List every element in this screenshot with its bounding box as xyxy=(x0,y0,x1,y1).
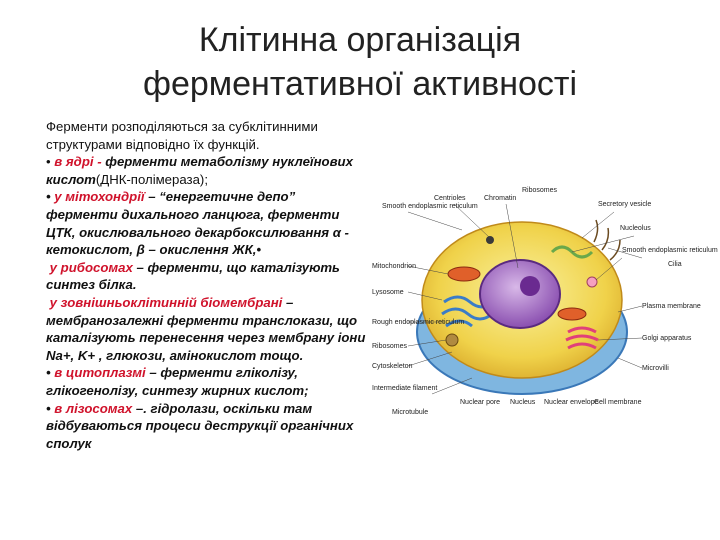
bullet: • xyxy=(46,154,55,170)
title-line-1: Клітинна організація xyxy=(198,21,522,59)
place-membrane: у зовнішньоклітинній біомембрані xyxy=(49,294,283,310)
secretory-vesicle xyxy=(587,277,597,287)
cell-diagram xyxy=(372,182,718,428)
diagram-label: Mitochondrion xyxy=(372,263,416,270)
place-mitochondria: у мітохондрії xyxy=(54,189,145,205)
diagram-label: Lysosome xyxy=(372,289,404,296)
diagram-label: Secretory vesicle xyxy=(598,201,652,208)
nucleus-rest: (ДНК-полімераза); xyxy=(95,171,208,187)
mitochondria-paragraph xyxy=(46,188,366,258)
slide-title xyxy=(0,18,720,106)
place-lysosomes: в лізосомах xyxy=(54,400,133,416)
diagram-label: Plasma membrane xyxy=(642,303,701,310)
nucleus xyxy=(480,260,560,328)
lysosome xyxy=(446,334,458,346)
ribosome-paragraph xyxy=(46,259,366,294)
diagram-label: Nuclear envelope xyxy=(544,399,599,406)
place-cytoplasm: в цитоплазмі xyxy=(54,365,146,381)
diagram-label: Ribosomes xyxy=(372,343,408,350)
membrane-paragraph xyxy=(46,294,366,364)
centriole xyxy=(486,236,494,244)
nucleus-paragraph xyxy=(46,153,366,188)
cytoplasm-paragraph xyxy=(46,364,366,399)
diagram-label: Cell membrane xyxy=(594,399,642,406)
diagram-label: Microtubule xyxy=(392,409,429,416)
mitochondria-text: – “енергетичне депо” ферменти дихального ланцюга, ферменти ЦТК, окислювального декарбоксилювання α - кетокислот, β – окислення ЖК,• xyxy=(46,189,349,258)
cytoplasm-text: – ферменти гліколізу, глікогенолізу, синтезу жирних кислот; xyxy=(46,365,309,398)
title-line-2: ферментативної активності xyxy=(142,65,577,103)
mitochondrion xyxy=(448,267,480,281)
diagram-label: Intermediate filament xyxy=(372,385,438,392)
bullet: • xyxy=(46,189,55,205)
mitochondrion xyxy=(558,308,586,320)
ribosome-text: – ферменти, що каталізують синтез білка. xyxy=(46,259,340,293)
diagram-label: Rough endoplasmic reticulum xyxy=(372,319,465,326)
bullet: • xyxy=(46,365,55,381)
place-nucleus: в ядрі xyxy=(54,154,94,170)
diagram-label: Centrioles xyxy=(434,195,466,202)
diagram-label: Golgi apparatus xyxy=(642,335,692,342)
bullet: • xyxy=(46,400,55,416)
intro-paragraph: Ферменти розподіляються за субклітинними структурами відповідно їх функцій. xyxy=(46,119,318,152)
diagram-label: Nucleus xyxy=(510,399,536,406)
diagram-label: Nuclear pore xyxy=(460,399,501,406)
dash: - xyxy=(93,154,106,170)
diagram-label: Cilia xyxy=(668,261,682,268)
slide-body xyxy=(46,118,366,452)
lysosome-text: –. гідролази, оскільки там відбуваються процеси деструкції органічних сполук xyxy=(46,400,354,451)
place-ribosomes: у рибосомах xyxy=(49,259,133,275)
membrane-text: – мембранозалежні ферменти транслокази, що каталізують перенесення через мембрану іони Na+, K+ , глюкози, амінокислот тощо. xyxy=(46,294,366,363)
diagram-label: Smooth endoplasmic reticulum xyxy=(382,203,478,210)
diagram-label: Ribosomes xyxy=(522,187,558,194)
nucleus-text: ферменти метаболізму нуклеїнових кислот xyxy=(46,154,353,187)
diagram-label: Nucleolus xyxy=(620,225,651,232)
nucleolus xyxy=(520,276,540,296)
diagram-label: Microvilli xyxy=(642,365,669,372)
lysosome-paragraph xyxy=(46,400,366,453)
diagram-label: Smooth endoplasmic reticulum xyxy=(622,247,718,254)
diagram-label: Chromatin xyxy=(484,195,517,202)
diagram-label: Cytoskeleton xyxy=(372,363,413,370)
